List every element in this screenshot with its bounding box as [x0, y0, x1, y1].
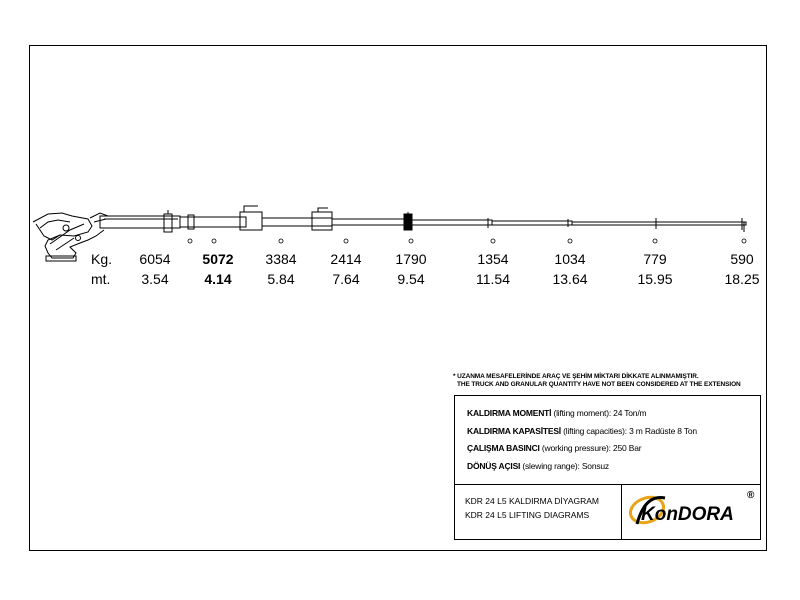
mt-row-label: mt. — [91, 271, 111, 287]
kg-value: 6054 — [139, 251, 171, 267]
logo-registered: ® — [747, 490, 755, 501]
spec-value: : 250 Bar — [608, 443, 642, 453]
radius-marker — [409, 239, 413, 243]
spec-box — [454, 395, 761, 540]
kg-value: 590 — [730, 251, 754, 267]
radius-marker — [653, 239, 657, 243]
radius-marker — [568, 239, 572, 243]
kg-value: 5072 — [202, 251, 234, 267]
kg-row-label: Kg. — [91, 251, 113, 267]
kg-value: 3384 — [265, 251, 297, 267]
mt-value: 5.84 — [267, 271, 295, 287]
radius-marker — [742, 239, 746, 243]
mt-value: 3.54 — [141, 271, 169, 287]
radius-marker — [491, 239, 495, 243]
radius-marker — [279, 239, 283, 243]
spec-paren: (slewing range) — [522, 461, 578, 471]
spec-line — [467, 426, 697, 436]
diagram-title-tr: KDR 24 L5 KALDIRMA DİYAGRAM — [465, 496, 599, 506]
spec-paren: (working pressure) — [541, 443, 609, 453]
note-en: THE TRUCK AND GRANULAR QUANTITY HAVE NOT BEEN CONSIDERED AT THE EXTENSION — [457, 381, 741, 388]
mt-value: 18.25 — [724, 271, 760, 287]
logo-wordmark: KonDORA — [641, 504, 734, 525]
spec-label: KALDIRMA MOMENTİ — [467, 408, 554, 418]
kg-value: 1790 — [395, 251, 427, 267]
logo-divider — [621, 484, 622, 539]
spec-paren: (lifting capacities) — [563, 426, 625, 436]
mt-value: 7.64 — [332, 271, 360, 287]
mt-value: 9.54 — [397, 271, 425, 287]
radius-marker — [188, 239, 192, 243]
radius-marker — [212, 239, 216, 243]
spec-value: : Sonsuz — [577, 461, 609, 471]
boom-sections — [100, 206, 746, 232]
kg-value: 779 — [643, 251, 667, 267]
radius-marker — [344, 239, 348, 243]
spec-value: : 3 m Radüste 8 Ton — [624, 426, 697, 436]
mt-value: 13.64 — [552, 271, 588, 287]
spec-line — [467, 461, 609, 471]
kg-value: 1034 — [554, 251, 586, 267]
diagram-title-en: KDR 24 L5 LIFTING DIAGRAMS — [465, 510, 590, 520]
note-tr: * UZANMA MESAFELERİNDE ARAÇ VE ŞEHİM MİKTARI DİKKATE ALINMAMIŞTIR. — [453, 373, 699, 380]
kg-value: 1354 — [477, 251, 509, 267]
mt-value: 15.95 — [637, 271, 673, 287]
spec-line — [467, 408, 646, 418]
kg-value: 2414 — [330, 251, 362, 267]
mt-value: 4.14 — [204, 271, 232, 287]
spec-label: KALDIRMA KAPASİTESİ — [467, 426, 564, 436]
radius-markers — [188, 239, 746, 243]
spec-line — [467, 443, 641, 453]
spec-label: DÖNÜŞ AÇISI — [467, 461, 523, 471]
spec-label: ÇALIŞMA BASINCI — [467, 443, 542, 453]
kondora-logo — [623, 484, 761, 539]
spec-value: : 24 Ton/m — [608, 408, 647, 418]
mt-value: 11.54 — [476, 271, 510, 287]
spec-paren: (lifting moment) — [553, 408, 609, 418]
